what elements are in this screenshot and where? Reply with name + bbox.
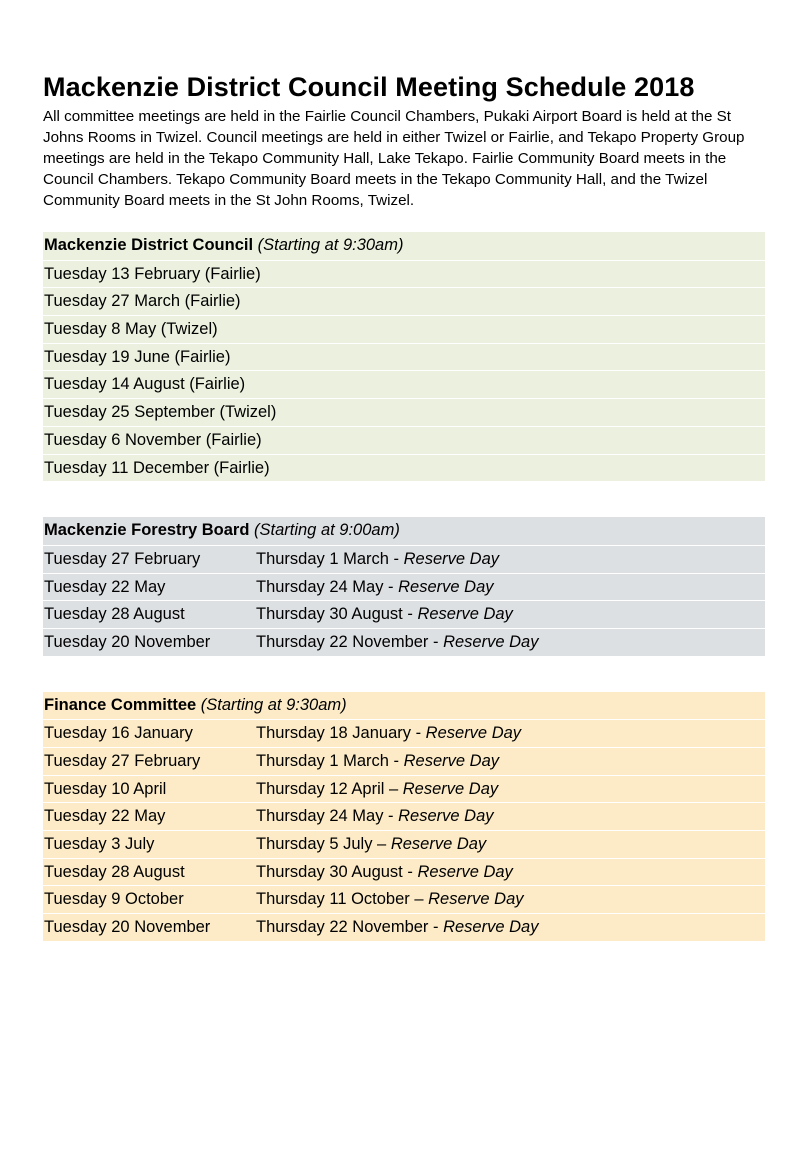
forestry-name: Mackenzie Forestry Board — [44, 521, 250, 540]
reserve-cell — [256, 546, 499, 573]
forestry-row — [43, 573, 765, 601]
council-row — [43, 343, 765, 371]
forestry-start-time: (Starting at 9:00am) — [254, 521, 400, 540]
reserve-label: Reserve Day — [403, 752, 500, 770]
council-row — [43, 426, 765, 454]
council-date: Tuesday 27 March (Fairlie) — [44, 292, 241, 311]
reserve-label: Reserve Day — [443, 632, 539, 651]
council-row — [43, 454, 765, 482]
meeting-date: Tuesday 22 May — [44, 577, 166, 596]
finance-name: Finance Committee — [44, 695, 197, 714]
reserve-label: Reserve Day — [398, 577, 494, 596]
reserve-cell — [256, 629, 538, 656]
meeting-date: Tuesday 9 October — [44, 890, 184, 909]
reserve-date: Thursday 1 March - — [256, 752, 404, 770]
council-name: Mackenzie District Council — [44, 236, 254, 254]
meeting-date: Tuesday 28 August — [44, 605, 185, 624]
finance-row — [43, 775, 765, 803]
council-row — [43, 260, 765, 288]
finance-row — [43, 885, 765, 913]
page-title: Mackenzie District Council Meeting Schedule 2018 — [43, 72, 695, 102]
meeting-date: Tuesday 3 July — [44, 835, 155, 854]
reserve-date: Thursday 30 August - — [256, 862, 418, 881]
forestry-section — [43, 517, 765, 655]
finance-row — [43, 747, 765, 775]
council-row — [43, 315, 765, 343]
reserve-label: Reserve Day — [390, 835, 487, 854]
council-date: Tuesday 11 December (Fairlie) — [44, 458, 270, 477]
forestry-row — [43, 628, 765, 656]
reserve-date: Thursday 24 May - — [256, 807, 399, 826]
council-date: Tuesday 6 November (Fairlie) — [44, 430, 262, 449]
council-section — [43, 232, 765, 481]
reserve-label: Reserve Day — [398, 807, 494, 826]
council-start-time: (Starting at 9:30am) — [257, 236, 404, 254]
reserve-cell — [256, 776, 498, 803]
forestry-header — [43, 517, 765, 545]
reserve-label: Reserve Day — [402, 779, 499, 798]
meeting-date: Tuesday 20 November — [44, 918, 211, 937]
reserve-label: Reserve Day — [417, 862, 513, 881]
finance-section — [43, 692, 765, 941]
intro-paragraph: All committee meetings are held in the Fairlie Council Chambers, Pukaki Airport Board is held at the St Johns Rooms in Twizel. Council meetings are held in either Twizel or Fairlie, and Tekapo Property Group meetings are held in the Tekapo Community Hall, Lake Tekapo. Fairlie Community Board meets in the Council Chambers. Tekapo Community Board meets in the Tekapo Community Hall, and the Twizel Community Board meets in the St John Rooms, Twizel. — [43, 108, 745, 209]
council-header — [43, 232, 765, 260]
schedule-document — [43, 70, 765, 941]
reserve-label: Reserve Day — [443, 918, 539, 937]
council-date: Tuesday 25 September (Twizel) — [44, 403, 277, 422]
reserve-label: Reserve Day — [417, 605, 513, 624]
reserve-date: Thursday 18 January - — [256, 724, 426, 743]
reserve-cell — [256, 601, 513, 628]
reserve-cell — [256, 574, 494, 601]
reserve-date: Thursday 12 April – — [256, 779, 403, 798]
reserve-cell — [256, 886, 524, 913]
reserve-date: Thursday 22 November - — [256, 918, 444, 937]
reserve-cell — [256, 914, 538, 941]
meeting-date: Tuesday 20 November — [44, 632, 211, 651]
council-date: Tuesday 8 May (Twizel) — [44, 320, 218, 339]
finance-row — [43, 913, 765, 941]
reserve-label: Reserve Day — [428, 890, 524, 909]
reserve-date: Thursday 11 October – — [256, 890, 429, 909]
council-row — [43, 398, 765, 426]
reserve-cell — [256, 720, 521, 747]
forestry-row — [43, 545, 765, 573]
reserve-date: Thursday 30 August - — [256, 605, 418, 624]
council-row — [43, 287, 765, 315]
finance-header — [43, 692, 765, 720]
reserve-cell — [256, 748, 499, 775]
reserve-date: Thursday 5 July – — [256, 835, 391, 854]
council-date: Tuesday 13 February (Fairlie) — [44, 264, 261, 283]
reserve-label: Reserve Day — [425, 724, 522, 743]
reserve-cell — [256, 831, 486, 858]
finance-row — [43, 830, 765, 858]
council-date: Tuesday 14 August (Fairlie) — [44, 375, 246, 394]
reserve-date: Thursday 24 May - — [256, 577, 399, 596]
reserve-date: Thursday 1 March - — [256, 549, 404, 568]
reserve-cell — [256, 803, 494, 830]
meeting-date: Tuesday 28 August — [44, 862, 185, 881]
finance-row — [43, 802, 765, 830]
meeting-date: Tuesday 16 January — [44, 724, 193, 743]
finance-start-time: (Starting at 9:30am) — [200, 695, 347, 714]
meeting-date: Tuesday 10 April — [44, 779, 167, 798]
reserve-cell — [256, 859, 513, 886]
council-date: Tuesday 19 June (Fairlie) — [44, 347, 231, 366]
reserve-date: Thursday 22 November - — [256, 632, 444, 651]
reserve-label: Reserve Day — [403, 549, 500, 568]
meeting-date: Tuesday 27 February — [44, 752, 201, 770]
finance-row — [43, 858, 765, 886]
finance-row — [43, 719, 765, 747]
meeting-date: Tuesday 27 February — [44, 549, 201, 568]
council-row — [43, 370, 765, 398]
meeting-date: Tuesday 22 May — [44, 807, 166, 826]
forestry-row — [43, 600, 765, 628]
